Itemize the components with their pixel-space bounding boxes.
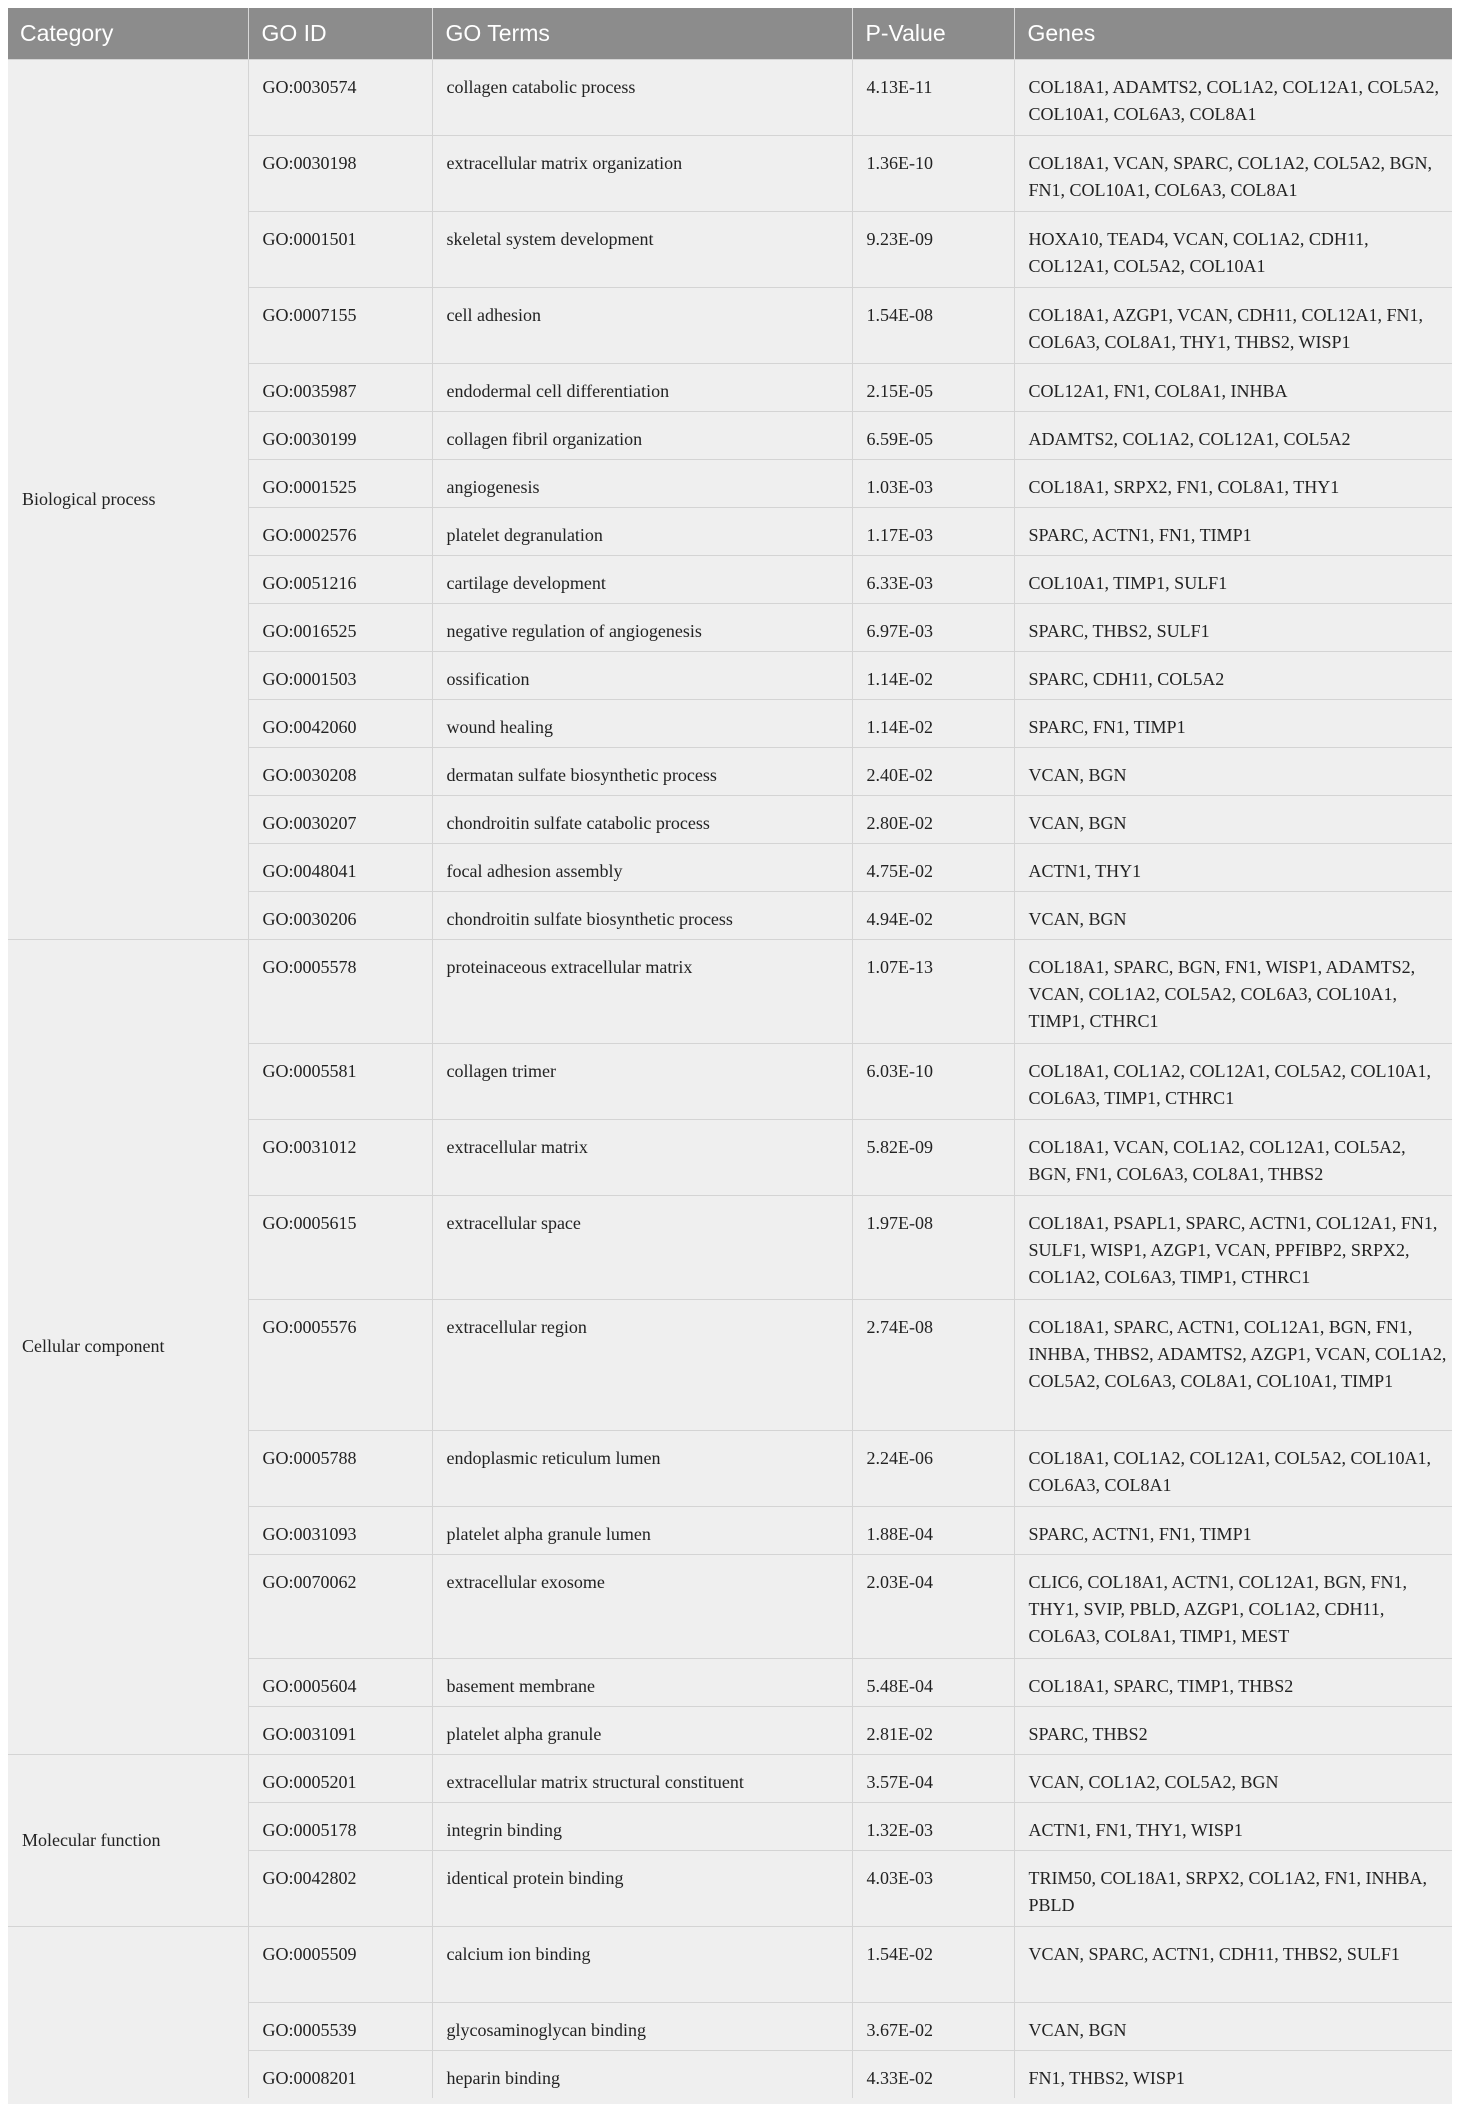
go-id-cell: GO:0016525 [248,603,432,651]
genes-cell: COL18A1, SPARC, BGN, FN1, WISP1, ADAMTS2, VCAN, COL1A2, COL5A2, COL6A3, COL10A1, TIMP1, CTHRC1 [1014,939,1452,1043]
genes-cell: COL18A1, PSAPL1, SPARC, ACTN1, COL12A1, FN1, SULF1, WISP1, AZGP1, VCAN, PPFIBP2, SRPX2, COL1A2, COL6A3, TIMP1, CTHRC1 [1014,1195,1452,1299]
table-row [8,1754,1452,1802]
category-cell: Cellular component [8,939,248,1754]
category-cell: Molecular function [8,1754,248,1926]
go-id-cell: GO:0005615 [248,1195,432,1299]
go-id-cell: GO:0005576 [248,1299,432,1430]
go-id-cell: GO:0031093 [248,1506,432,1554]
go-term-cell: cell adhesion [432,287,852,363]
go-term-cell: cartilage development [432,555,852,603]
p-value-cell: 6.59E-05 [852,411,1014,459]
genes-cell: COL10A1, TIMP1, SULF1 [1014,555,1452,603]
go-term-cell: angiogenesis [432,459,852,507]
go-term-cell: heparin binding [432,2050,852,2098]
p-value-cell: 2.81E-02 [852,1706,1014,1754]
go-id-cell: GO:0031091 [248,1706,432,1754]
header-row [8,8,1452,59]
go-id-cell: GO:0008201 [248,2050,432,2098]
p-value-cell: 6.33E-03 [852,555,1014,603]
genes-cell: COL12A1, FN1, COL8A1, INHBA [1014,363,1452,411]
genes-cell: ACTN1, THY1 [1014,843,1452,891]
p-value-cell: 1.03E-03 [852,459,1014,507]
go-id-cell: GO:0035987 [248,363,432,411]
p-value-cell: 1.14E-02 [852,699,1014,747]
p-value-cell: 2.24E-06 [852,1430,1014,1506]
go-term-cell: calcium ion binding [432,1926,852,2002]
go-id-cell: GO:0001503 [248,651,432,699]
genes-cell: ACTN1, FN1, THY1, WISP1 [1014,1802,1452,1850]
go-id-cell: GO:0005509 [248,1926,432,2002]
go-term-cell: wound healing [432,699,852,747]
p-value-cell: 4.13E-11 [852,59,1014,135]
genes-cell: VCAN, BGN [1014,795,1452,843]
go-term-cell: ossification [432,651,852,699]
genes-cell: SPARC, THBS2 [1014,1706,1452,1754]
genes-cell: COL18A1, COL1A2, COL12A1, COL5A2, COL10A1, COL6A3, COL8A1 [1014,1430,1452,1506]
p-value-cell: 1.54E-02 [852,1926,1014,2002]
go-id-cell: GO:0030206 [248,891,432,939]
genes-cell: VCAN, BGN [1014,2002,1452,2050]
go-id-cell: GO:0051216 [248,555,432,603]
go-id-cell: GO:0030199 [248,411,432,459]
go-term-cell: platelet alpha granule lumen [432,1506,852,1554]
genes-cell: VCAN, BGN [1014,891,1452,939]
genes-cell: SPARC, ACTN1, FN1, TIMP1 [1014,1506,1452,1554]
go-id-cell: GO:0005201 [248,1754,432,1802]
p-value-cell: 1.88E-04 [852,1506,1014,1554]
go-enrichment-table [8,8,1452,2098]
go-term-cell: negative regulation of angiogenesis [432,603,852,651]
p-value-cell: 4.75E-02 [852,843,1014,891]
go-id-cell: GO:0042802 [248,1850,432,1926]
category-cell: Biological process [8,59,248,939]
go-term-cell: focal adhesion assembly [432,843,852,891]
p-value-cell: 3.57E-04 [852,1754,1014,1802]
go-term-cell: skeletal system development [432,211,852,287]
header-genes: Genes [1014,8,1452,59]
genes-cell: COL18A1, SPARC, ACTN1, COL12A1, BGN, FN1, INHBA, THBS2, ADAMTS2, AZGP1, VCAN, COL1A2, COL5A2, COL6A3, COL8A1, COL10A1, TIMP1 [1014,1299,1452,1430]
p-value-cell: 1.97E-08 [852,1195,1014,1299]
genes-cell: COL18A1, SRPX2, FN1, COL8A1, THY1 [1014,459,1452,507]
genes-cell: COL18A1, VCAN, COL1A2, COL12A1, COL5A2, BGN, FN1, COL6A3, COL8A1, THBS2 [1014,1119,1452,1195]
p-value-cell: 2.03E-04 [852,1554,1014,1658]
go-id-cell: GO:0005604 [248,1658,432,1706]
genes-cell: SPARC, ACTN1, FN1, TIMP1 [1014,507,1452,555]
genes-cell: SPARC, FN1, TIMP1 [1014,699,1452,747]
genes-cell: COL18A1, AZGP1, VCAN, CDH11, COL12A1, FN1, COL6A3, COL8A1, THY1, THBS2, WISP1 [1014,287,1452,363]
go-term-cell: collagen trimer [432,1043,852,1119]
p-value-cell: 5.48E-04 [852,1658,1014,1706]
genes-cell: SPARC, THBS2, SULF1 [1014,603,1452,651]
header-go-id: GO ID [248,8,432,59]
p-value-cell: 2.40E-02 [852,747,1014,795]
p-value-cell: 4.94E-02 [852,891,1014,939]
table-container [8,8,1452,2104]
p-value-cell: 4.03E-03 [852,1850,1014,1926]
p-value-cell: 3.67E-02 [852,2002,1014,2050]
go-term-cell: platelet alpha granule [432,1706,852,1754]
go-term-cell: extracellular matrix organization [432,135,852,211]
go-term-cell: basement membrane [432,1658,852,1706]
go-term-cell: extracellular matrix structural constituent [432,1754,852,1802]
go-term-cell: endoplasmic reticulum lumen [432,1430,852,1506]
genes-cell: COL18A1, ADAMTS2, COL1A2, COL12A1, COL5A2, COL10A1, COL6A3, COL8A1 [1014,59,1452,135]
table-body [8,59,1452,2098]
p-value-cell: 6.03E-10 [852,1043,1014,1119]
go-id-cell: GO:0042060 [248,699,432,747]
table-header [8,8,1452,59]
p-value-cell: 1.32E-03 [852,1802,1014,1850]
p-value-cell: 2.80E-02 [852,795,1014,843]
go-term-cell: platelet degranulation [432,507,852,555]
genes-cell: VCAN, SPARC, ACTN1, CDH11, THBS2, SULF1 [1014,1926,1452,2002]
p-value-cell: 9.23E-09 [852,211,1014,287]
table-row [8,1926,1452,2002]
genes-cell: COL18A1, VCAN, SPARC, COL1A2, COL5A2, BGN, FN1, COL10A1, COL6A3, COL8A1 [1014,135,1452,211]
go-term-cell: collagen catabolic process [432,59,852,135]
go-id-cell: GO:0048041 [248,843,432,891]
go-term-cell: identical protein binding [432,1850,852,1926]
genes-cell: COL18A1, SPARC, TIMP1, THBS2 [1014,1658,1452,1706]
header-category: Category [8,8,248,59]
p-value-cell: 1.54E-08 [852,287,1014,363]
table-row [8,939,1452,1043]
go-id-cell: GO:0005788 [248,1430,432,1506]
p-value-cell: 6.97E-03 [852,603,1014,651]
go-term-cell: proteinaceous extracellular matrix [432,939,852,1043]
go-id-cell: GO:0030574 [248,59,432,135]
genes-cell: SPARC, CDH11, COL5A2 [1014,651,1452,699]
go-id-cell: GO:0005539 [248,2002,432,2050]
go-id-cell: GO:0030208 [248,747,432,795]
go-id-cell: GO:0005178 [248,1802,432,1850]
p-value-cell: 1.17E-03 [852,507,1014,555]
category-cell [8,1926,248,2098]
go-term-cell: glycosaminoglycan binding [432,2002,852,2050]
genes-cell: VCAN, BGN [1014,747,1452,795]
go-id-cell: GO:0001501 [248,211,432,287]
go-id-cell: GO:0030198 [248,135,432,211]
p-value-cell: 2.15E-05 [852,363,1014,411]
go-term-cell: integrin binding [432,1802,852,1850]
genes-cell: COL18A1, COL1A2, COL12A1, COL5A2, COL10A1, COL6A3, TIMP1, CTHRC1 [1014,1043,1452,1119]
genes-cell: TRIM50, COL18A1, SRPX2, COL1A2, FN1, INHBA, PBLD [1014,1850,1452,1926]
genes-cell: VCAN, COL1A2, COL5A2, BGN [1014,1754,1452,1802]
go-term-cell: chondroitin sulfate catabolic process [432,795,852,843]
go-id-cell: GO:0005578 [248,939,432,1043]
go-term-cell: endodermal cell differentiation [432,363,852,411]
p-value-cell: 1.07E-13 [852,939,1014,1043]
genes-cell: FN1, THBS2, WISP1 [1014,2050,1452,2098]
p-value-cell: 1.36E-10 [852,135,1014,211]
go-id-cell: GO:0005581 [248,1043,432,1119]
go-id-cell: GO:0002576 [248,507,432,555]
go-id-cell: GO:0007155 [248,287,432,363]
go-term-cell: extracellular matrix [432,1119,852,1195]
go-term-cell: extracellular space [432,1195,852,1299]
table-row [8,59,1452,135]
genes-cell: HOXA10, TEAD4, VCAN, COL1A2, CDH11, COL12A1, COL5A2, COL10A1 [1014,211,1452,287]
go-id-cell: GO:0001525 [248,459,432,507]
go-id-cell: GO:0070062 [248,1554,432,1658]
go-term-cell: chondroitin sulfate biosynthetic process [432,891,852,939]
go-id-cell: GO:0030207 [248,795,432,843]
p-value-cell: 5.82E-09 [852,1119,1014,1195]
p-value-cell: 2.74E-08 [852,1299,1014,1430]
p-value-cell: 4.33E-02 [852,2050,1014,2098]
go-term-cell: extracellular exosome [432,1554,852,1658]
go-id-cell: GO:0031012 [248,1119,432,1195]
header-p-value: P-Value [852,8,1014,59]
go-term-cell: dermatan sulfate biosynthetic process [432,747,852,795]
header-go-terms: GO Terms [432,8,852,59]
go-term-cell: extracellular region [432,1299,852,1430]
p-value-cell: 1.14E-02 [852,651,1014,699]
genes-cell: CLIC6, COL18A1, ACTN1, COL12A1, BGN, FN1, THY1, SVIP, PBLD, AZGP1, COL1A2, CDH11, COL6A3, COL8A1, TIMP1, MEST [1014,1554,1452,1658]
genes-cell: ADAMTS2, COL1A2, COL12A1, COL5A2 [1014,411,1452,459]
go-term-cell: collagen fibril organization [432,411,852,459]
